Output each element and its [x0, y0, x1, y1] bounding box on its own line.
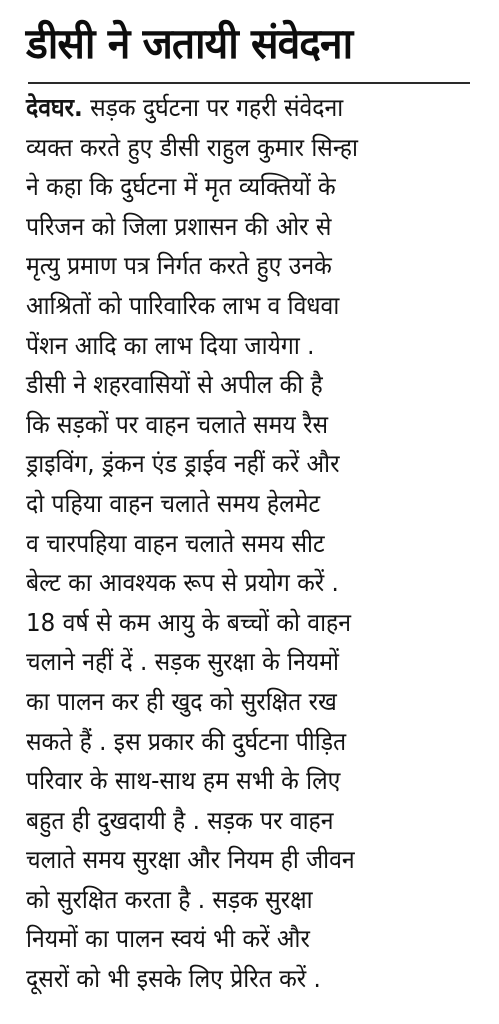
- article-line: परिजन को जिला प्रशासन की ओर से: [26, 211, 332, 241]
- article-line: 18 वर्ष से कम आयु के बच्चों को वाहन: [26, 607, 352, 637]
- article-line: का पालन कर ही खुद को सुरक्षित रख: [26, 686, 337, 716]
- article-line: ड्राइविंग, ड्रंकन एंड ड्राईव नहीं करें और: [26, 449, 340, 479]
- article-line: व्यक्त करते हुए डीसी राहुल कुमार सिन्हा: [26, 132, 358, 162]
- article-line: कि सड़कों पर वाहन चलाते समय रैस: [26, 409, 329, 439]
- article-headline: डीसी ने जतायी संवेदना: [26, 19, 353, 68]
- article-line: चलाने नहीं दें . सड़क सुरक्षा के नियमों: [26, 647, 339, 677]
- article-line: मृत्यु प्रमाण पत्र निर्गत करते हुए उनके: [26, 251, 332, 281]
- article-line: बहुत ही दुखदायी है . सड़क पर वाहन: [26, 805, 334, 835]
- article-line: चलाते समय सुरक्षा और नियम ही जीवन: [26, 845, 355, 875]
- article-line-text: सड़क दुर्घटना पर गहरी संवेदना: [90, 93, 344, 122]
- headline-divider: [28, 82, 470, 84]
- article-body: [26, 88, 476, 999]
- article-line: को सुरक्षित करता है . सड़क सुरक्षा: [26, 884, 313, 914]
- article-line: ने कहा कि दुर्घटना में मृत व्यक्तियों के: [26, 172, 336, 202]
- article-line: व चारपहिया वाहन चलाते समय सीट: [26, 528, 325, 558]
- article-line: नियमों का पालन स्वयं भी करें और: [26, 924, 310, 954]
- article-line: डीसी ने शहरवासियों से अपील की है: [26, 370, 323, 400]
- article-line: परिवार के साथ-साथ हम सभी के लिए: [26, 766, 341, 796]
- article-line: आश्रितों को पारिवारिक लाभ व विधवा: [26, 290, 340, 320]
- article-line: बेल्ट का आवश्यक रूप से प्रयोग करें .: [26, 568, 339, 598]
- article-line: दूसरों को भी इसके लिए प्रेरित करें .: [26, 964, 321, 994]
- article-dateline: देवघर.: [26, 93, 83, 122]
- article-line: [26, 88, 440, 128]
- article-line: पेंशन आदि का लाभ दिया जायेगा .: [26, 330, 315, 360]
- article-line: दो पहिया वाहन चलाते समय हेलमेट: [26, 488, 321, 518]
- article-line: सकते हैं . इस प्रकार की दुर्घटना पीड़ित: [26, 726, 347, 756]
